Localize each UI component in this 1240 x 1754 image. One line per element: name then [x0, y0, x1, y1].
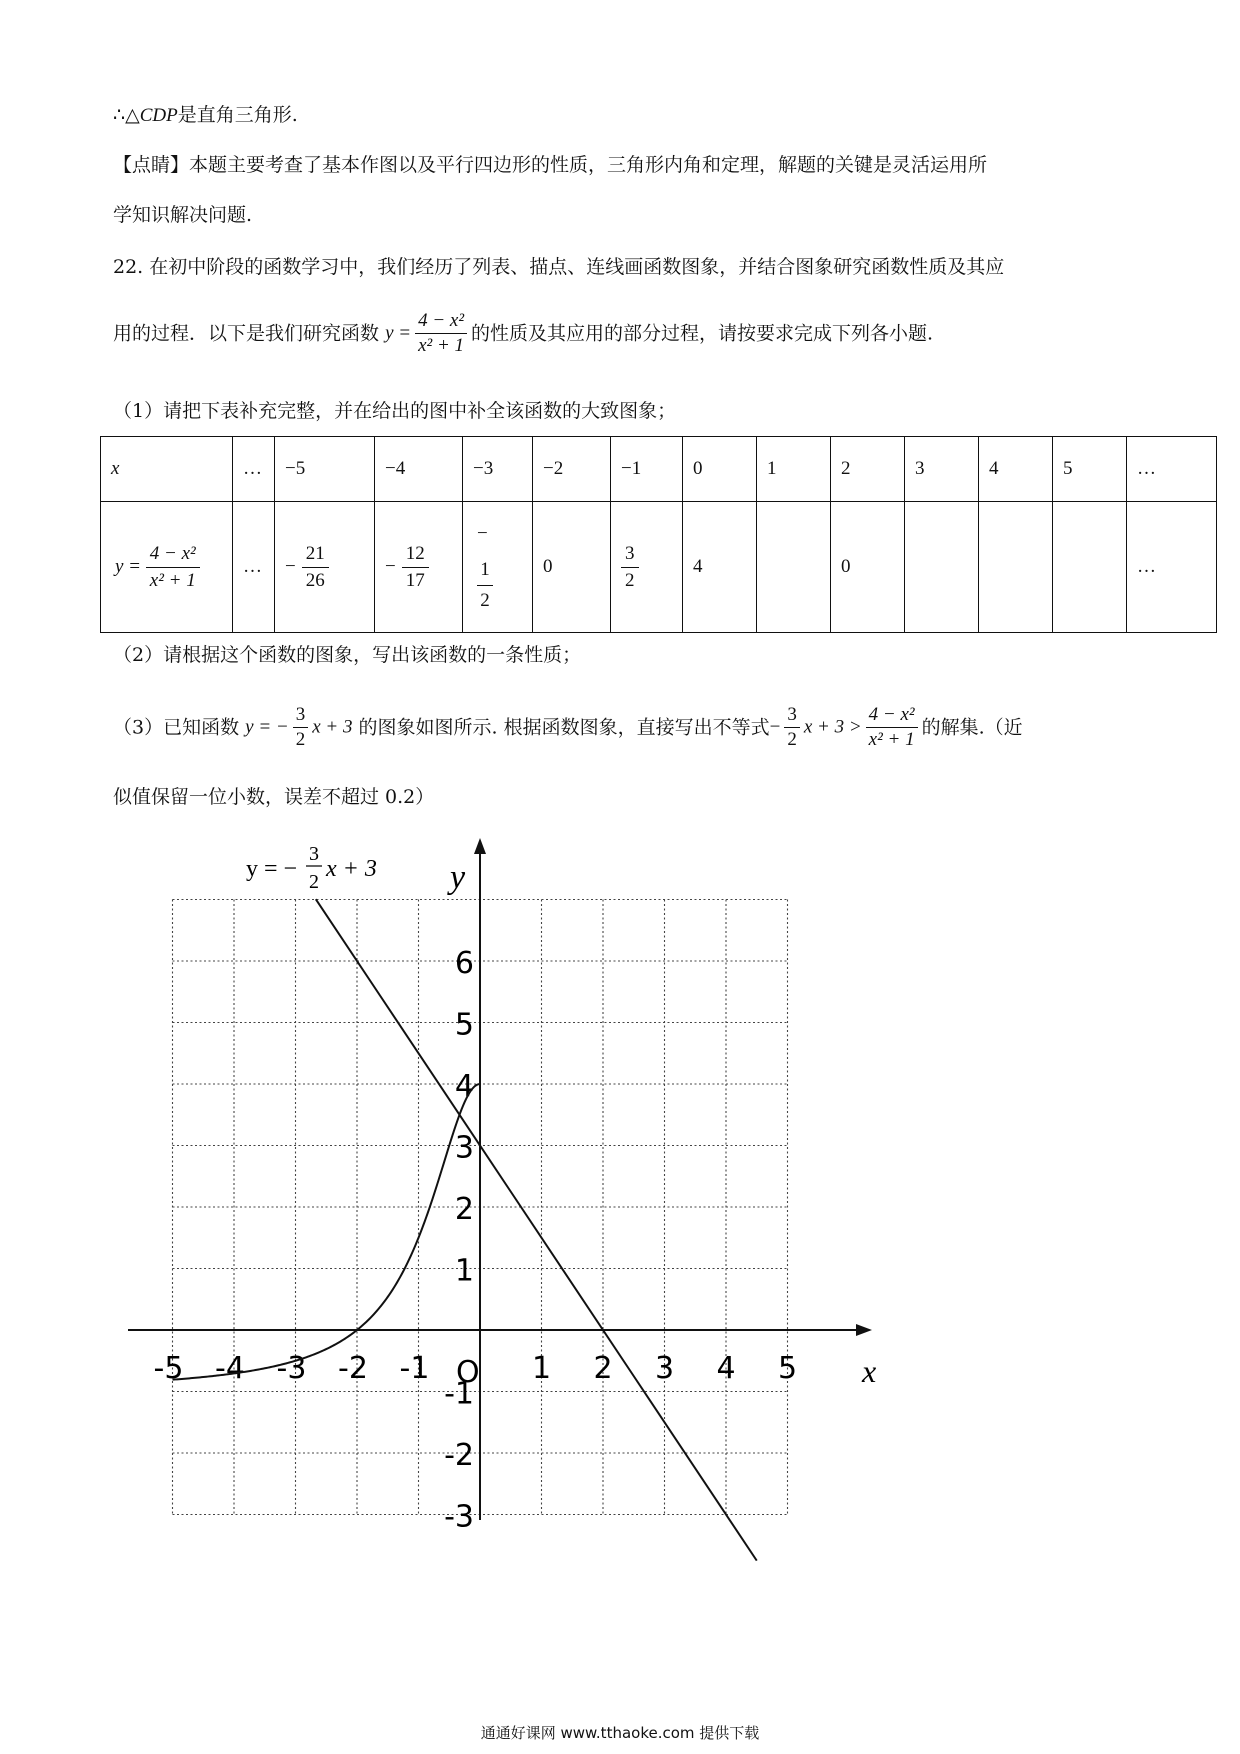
part-2-prompt: （2）请根据这个函数的图象，写出该函数的一条性质；	[113, 644, 582, 666]
table-cell: −1	[611, 437, 683, 502]
table-function-denominator: x² + 1	[149, 569, 196, 591]
table-cell: 3	[905, 437, 979, 502]
y-axis-arrow-icon	[474, 838, 486, 854]
table-cell: 2	[831, 437, 905, 502]
y-tick-label: 5	[454, 1007, 474, 1043]
function-numerator: 4 − x²	[415, 310, 467, 334]
table-cell: 4	[979, 437, 1053, 502]
fraction-sign: −	[477, 522, 488, 544]
y-tick-label: 1	[454, 1253, 474, 1289]
table-header-x: x	[101, 437, 233, 502]
table-cell: 0	[533, 502, 611, 633]
table-cell: 0	[831, 502, 905, 633]
table-cell: −2	[533, 437, 611, 502]
y-tick-label: 4	[454, 1069, 474, 1104]
y-tick-label: -3	[444, 1499, 474, 1535]
line-label-numerator: 3	[309, 843, 319, 865]
tick-labels	[154, 946, 798, 1535]
x-tick-label: 1	[531, 1351, 552, 1386]
linear-denominator: 2	[295, 729, 306, 750]
x-axis-arrow-icon	[856, 1324, 872, 1336]
conclusion-prefix: ∴△	[113, 104, 140, 126]
fraction-denominator: 2	[625, 569, 635, 591]
y-tick-label: 3	[454, 1130, 474, 1166]
x-axis-label: x	[862, 1353, 877, 1389]
func-y-eq: y =	[385, 322, 412, 344]
table-cell: …	[233, 502, 275, 633]
function-denominator: x² + 1	[418, 335, 465, 356]
line-label-rest: x + 3	[326, 856, 377, 882]
table-cell: …	[233, 437, 275, 502]
table-cell: −4	[375, 437, 463, 502]
x-tick-label: 2	[593, 1351, 613, 1386]
y-tick-label: 6	[454, 946, 474, 981]
origin-label: O	[456, 1355, 480, 1390]
linear-numerator: 3	[293, 704, 309, 728]
table-cell: 1	[757, 437, 831, 502]
linear-rest: x + 3	[312, 716, 353, 738]
table-cell: 0	[683, 437, 757, 502]
ineq-numerator: 3	[784, 704, 800, 728]
rational-function-curve	[173, 1084, 481, 1380]
fraction-sign: −	[385, 556, 396, 577]
fraction-numerator: 1	[477, 555, 493, 586]
x-tick-label: 4	[716, 1351, 736, 1386]
linear-prefix: y = −	[245, 716, 289, 738]
ineq-function-denominator: x² + 1	[868, 729, 915, 750]
axes	[128, 838, 872, 1520]
table-cell: −5	[275, 437, 375, 502]
y-tick-label: 2	[454, 1192, 474, 1227]
q22-text-a: 用的过程．以下是我们研究函数	[113, 322, 380, 345]
fraction-numerator: 12	[402, 541, 429, 568]
comment-line-1: 【点睛】本题主要考查了基本作图以及平行四边形的性质，三角形内角和定理，解题的关键是灵活运用所	[113, 154, 988, 176]
comment-line-2: 学知识解决问题.	[113, 204, 253, 226]
table-cell: −3	[463, 437, 533, 502]
x-tick-label: -1	[399, 1351, 430, 1386]
fraction-numerator: 3	[621, 541, 639, 568]
x-tick-label: -3	[276, 1351, 307, 1386]
part-3-text-b: 的图象如图所示. 根据函数图象，直接写出不等式	[358, 716, 770, 739]
ineq-rest: x + 3 >	[803, 716, 862, 738]
x-tick-label: -4	[215, 1351, 245, 1386]
x-tick-label: 3	[654, 1351, 675, 1386]
x-tick-label: -2	[338, 1351, 368, 1386]
ineq-function-numerator: 4 − x²	[866, 704, 918, 728]
table-function-numerator: 4 − x²	[146, 541, 200, 568]
q22-text-b: 的性质及其应用的部分过程，请按要求完成下列各小题.	[471, 322, 934, 345]
part-3-text-c: 的解集.（近	[921, 716, 1023, 739]
fraction-denominator: 2	[480, 589, 490, 611]
linear-function-line	[316, 899, 757, 1560]
table-cell: 5	[1053, 437, 1127, 502]
part-3-text-a: （3）已知函数	[113, 716, 240, 739]
x-tick-label: 5	[777, 1351, 798, 1386]
table-cell: …	[1127, 437, 1217, 502]
fraction-denominator: 17	[405, 569, 425, 591]
table-cell: 4	[683, 502, 757, 633]
table-cell: …	[1127, 502, 1217, 633]
ineq-denominator: 2	[787, 729, 797, 750]
fraction-numerator: 21	[302, 541, 329, 568]
line-label-denominator: 2	[309, 871, 319, 893]
y-tick-label: -1	[444, 1376, 474, 1412]
x-tick-label: -5	[153, 1351, 184, 1386]
conclusion-text: 是直角三角形.	[177, 104, 298, 126]
part-1-prompt: （1）请把下表补充完整，并在给出的图中补全该函数的大致图象；	[113, 400, 677, 422]
line-label-prefix: y = −	[246, 856, 298, 882]
y-axis-label: y	[450, 859, 466, 896]
y-tick-label: -2	[444, 1438, 474, 1473]
ineq-minus: −	[769, 716, 781, 738]
graph-labels	[246, 843, 876, 1390]
fraction-sign: −	[285, 556, 296, 577]
question-22-line-1: 22. 在初中阶段的函数学习中，我们经历了列表、描点、连线画函数图象，并结合图象研究函数性质及其应	[113, 256, 1005, 278]
triangle-name: CDP	[139, 105, 178, 126]
fraction-denominator: 26	[305, 569, 325, 591]
footer: 通通好课网 www.tthaoke.com 提供下载	[480, 1724, 760, 1742]
table-y-eq: y =	[115, 556, 142, 577]
part-3-line-2: 似值保留一位小数，误差不超过 0.2）	[113, 786, 435, 808]
